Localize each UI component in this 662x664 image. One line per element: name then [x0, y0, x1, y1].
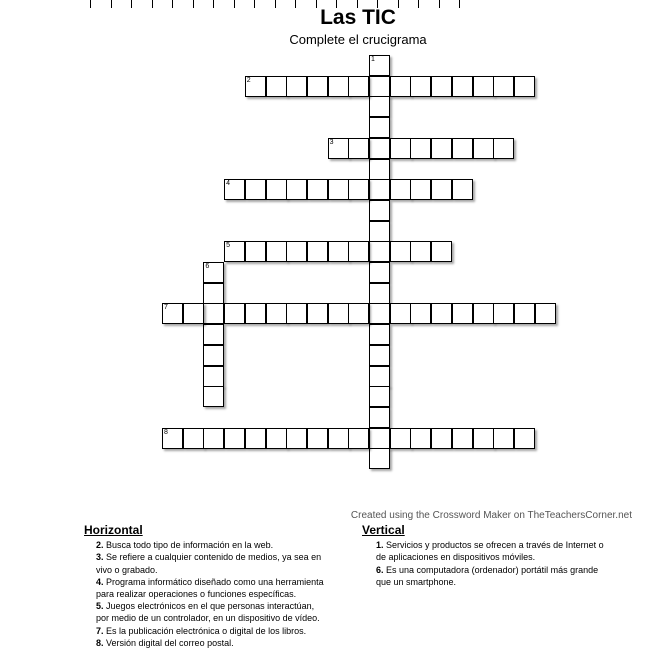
- crossword-cell[interactable]: [473, 76, 494, 97]
- crossword-cell[interactable]: [452, 76, 473, 97]
- crossword-cell[interactable]: [307, 241, 328, 262]
- across-clues: [84, 524, 359, 649]
- clue-number-label: 4.: [96, 576, 107, 587]
- crossword-cell[interactable]: [535, 303, 556, 324]
- down-clue: 6. Es una computadora (ordenador) portátil más grande: [376, 564, 599, 575]
- crossword-cell[interactable]: [473, 138, 494, 159]
- across-clue: 8. Versión digital del correo postal.: [96, 637, 234, 648]
- crossword-cell[interactable]: [348, 76, 369, 97]
- crossword-cell[interactable]: [369, 179, 390, 200]
- down-clues: [362, 524, 632, 588]
- crossword-cell[interactable]: [224, 303, 245, 324]
- crossword-cell[interactable]: [390, 428, 411, 449]
- crossword-cell[interactable]: [431, 303, 452, 324]
- crossword-cell[interactable]: [307, 428, 328, 449]
- crossword-cell[interactable]: [328, 179, 349, 200]
- crossword-cell[interactable]: [369, 407, 390, 428]
- crossword-cell[interactable]: [369, 324, 390, 345]
- crossword-cell[interactable]: [183, 428, 204, 449]
- crossword-cell[interactable]: [369, 386, 390, 407]
- crossword-cell[interactable]: [162, 428, 183, 449]
- crossword-cell[interactable]: [203, 345, 224, 366]
- clue-number-label: 7.: [96, 625, 107, 636]
- crossword-cell[interactable]: [307, 303, 328, 324]
- across-clue: 4. Programa informático diseñado como una herramienta: [96, 576, 324, 587]
- crossword-cell[interactable]: [369, 366, 390, 387]
- across-clue-continuation: por medio de un controlador, en un dispositivo de vídeo.: [96, 613, 320, 624]
- across-clue-continuation: para realizar operaciones o funciones específicas.: [96, 589, 297, 600]
- crossword-cell[interactable]: [369, 55, 390, 76]
- across-clue: 3. Se refiere a cualquier contenido de medios, ya sea en: [96, 552, 322, 563]
- crossword-cell[interactable]: [390, 76, 411, 97]
- clue-number-label: 8.: [96, 637, 107, 648]
- crossword-cell[interactable]: [348, 179, 369, 200]
- crossword-cell[interactable]: [307, 179, 328, 200]
- clue-number: 7: [164, 304, 168, 312]
- across-clue: 2. Busca todo tipo de información en la web.: [96, 540, 274, 551]
- crossword-cell[interactable]: [266, 76, 287, 97]
- clue-number: 2: [246, 76, 251, 84]
- across-heading: Horizontal: [84, 523, 143, 537]
- crossword-cell[interactable]: [473, 428, 494, 449]
- crossword-cell[interactable]: [286, 241, 307, 262]
- crossword-cell[interactable]: [286, 428, 307, 449]
- crossword-cell[interactable]: [266, 241, 287, 262]
- crossword-cell[interactable]: [369, 428, 390, 449]
- page-subtitle: Complete el crucigrama: [289, 32, 427, 47]
- crossword-cell[interactable]: [369, 283, 390, 304]
- page-title: Las TIC: [320, 6, 396, 29]
- crossword-cell[interactable]: [328, 76, 349, 97]
- crossword-cell[interactable]: [410, 76, 431, 97]
- down-clue-list: [362, 539, 632, 588]
- crossword-cell[interactable]: [245, 76, 266, 97]
- crossword-cell[interactable]: [203, 428, 224, 449]
- crossword-cell[interactable]: [493, 76, 514, 97]
- crossword-cell[interactable]: [369, 345, 390, 366]
- crossword-cell[interactable]: [348, 428, 369, 449]
- crossword-cell[interactable]: [431, 76, 452, 97]
- clue-number: 5: [226, 242, 230, 250]
- crossword-cell[interactable]: [183, 303, 204, 324]
- crossword-cell[interactable]: [390, 138, 411, 159]
- crossword-cell[interactable]: [203, 283, 224, 304]
- crossword-cell[interactable]: [203, 366, 224, 387]
- crossword-cell[interactable]: [224, 179, 245, 200]
- crossword-cell[interactable]: [369, 262, 390, 283]
- crossword-cell[interactable]: [245, 428, 266, 449]
- clue-number: 4: [226, 180, 230, 188]
- across-clue-list: [84, 539, 359, 649]
- crossword-cell[interactable]: [203, 303, 224, 324]
- crossword-cell[interactable]: [328, 303, 349, 324]
- crossword-cell[interactable]: [431, 428, 452, 449]
- crossword-cell[interactable]: [266, 303, 287, 324]
- crossword-cell[interactable]: [369, 76, 390, 97]
- clue-number-label: 6.: [376, 564, 387, 575]
- clue-number-label: 2.: [96, 540, 107, 551]
- clue-number: 6: [205, 263, 210, 270]
- clue-number: 1: [371, 56, 375, 63]
- crossword-cell[interactable]: [390, 241, 411, 262]
- crossword-cell[interactable]: [410, 241, 431, 262]
- crossword-cell[interactable]: [431, 138, 452, 159]
- crossword-cell[interactable]: [245, 241, 266, 262]
- credit-text: Created using the Crossword Maker on TheTeachersCorner.net: [350, 510, 632, 521]
- across-clue: 7. Es la publicación electrónica o digital de los libros.: [96, 625, 307, 636]
- crossword-cell[interactable]: [348, 241, 369, 262]
- crossword-cell[interactable]: [348, 138, 369, 159]
- crossword-cell[interactable]: [410, 179, 431, 200]
- crossword-cell[interactable]: [369, 241, 390, 262]
- crossword-cell[interactable]: [307, 76, 328, 97]
- crossword-cell[interactable]: [162, 303, 183, 324]
- crossword-cell[interactable]: [203, 386, 224, 407]
- crossword-cell[interactable]: [286, 76, 307, 97]
- crossword-cell[interactable]: [410, 428, 431, 449]
- clue-number-label: 5.: [96, 601, 107, 612]
- down-heading: Vertical: [362, 523, 405, 537]
- clue-number-label: 1.: [376, 540, 387, 551]
- crossword-cell[interactable]: [369, 159, 390, 180]
- crossword-cell[interactable]: [245, 303, 266, 324]
- crossword-cell[interactable]: [203, 324, 224, 345]
- crossword-cell[interactable]: [514, 428, 535, 449]
- crossword-cell[interactable]: [266, 428, 287, 449]
- crossword-cell[interactable]: [390, 179, 411, 200]
- crossword-cell[interactable]: [431, 179, 452, 200]
- crossword-cell[interactable]: [245, 179, 266, 200]
- crossword-cell[interactable]: [328, 138, 349, 159]
- across-clue: 5. Juegos electrónicos en el que personas interactúan,: [96, 601, 315, 612]
- crossword-cell[interactable]: [390, 303, 411, 324]
- crossword-cell[interactable]: [369, 138, 390, 159]
- crossword-cell[interactable]: [369, 448, 390, 469]
- crossword-cell[interactable]: [452, 303, 473, 324]
- crossword-cell[interactable]: [369, 303, 390, 324]
- crossword-cell[interactable]: [493, 303, 514, 324]
- crossword-cell[interactable]: [328, 241, 349, 262]
- crossword-cell[interactable]: [224, 428, 245, 449]
- crossword-cell[interactable]: [410, 138, 431, 159]
- crossword-cell[interactable]: [452, 179, 473, 200]
- crossword-cell[interactable]: [328, 428, 349, 449]
- crossword-cell[interactable]: [266, 179, 287, 200]
- clue-number-label: 3.: [96, 552, 107, 563]
- crossword-cell[interactable]: [369, 117, 390, 138]
- crossword-cell[interactable]: [452, 138, 473, 159]
- crossword-cell[interactable]: [431, 241, 452, 262]
- clue-number: 3: [329, 138, 334, 146]
- down-clue-continuation: que un smartphone.: [376, 576, 457, 587]
- crossword-cell[interactable]: [369, 200, 390, 221]
- crossword-cell[interactable]: [286, 179, 307, 200]
- crossword-cell[interactable]: [369, 221, 390, 242]
- crossword-cell[interactable]: [493, 428, 514, 449]
- clue-number: 8: [164, 428, 168, 436]
- crossword-cell[interactable]: [369, 96, 390, 117]
- crossword-cell[interactable]: [203, 262, 224, 283]
- crossword-cell[interactable]: [410, 303, 431, 324]
- crossword-cell[interactable]: [286, 303, 307, 324]
- across-clue-continuation: vivo o grabado.: [96, 564, 158, 575]
- crossword-cell[interactable]: [514, 303, 535, 324]
- down-clue-continuation: de aplicaciones en dispositivos móviles.: [376, 552, 536, 563]
- crossword-cell[interactable]: [224, 241, 245, 262]
- crossword-cell[interactable]: [452, 428, 473, 449]
- down-clue: 1. Servicios y productos se ofrecen a través de Internet o: [376, 540, 604, 551]
- crossword-cell[interactable]: [348, 303, 369, 324]
- crossword-cell[interactable]: [473, 303, 494, 324]
- crossword-cell[interactable]: [493, 138, 514, 159]
- crossword-cell[interactable]: [514, 76, 535, 97]
